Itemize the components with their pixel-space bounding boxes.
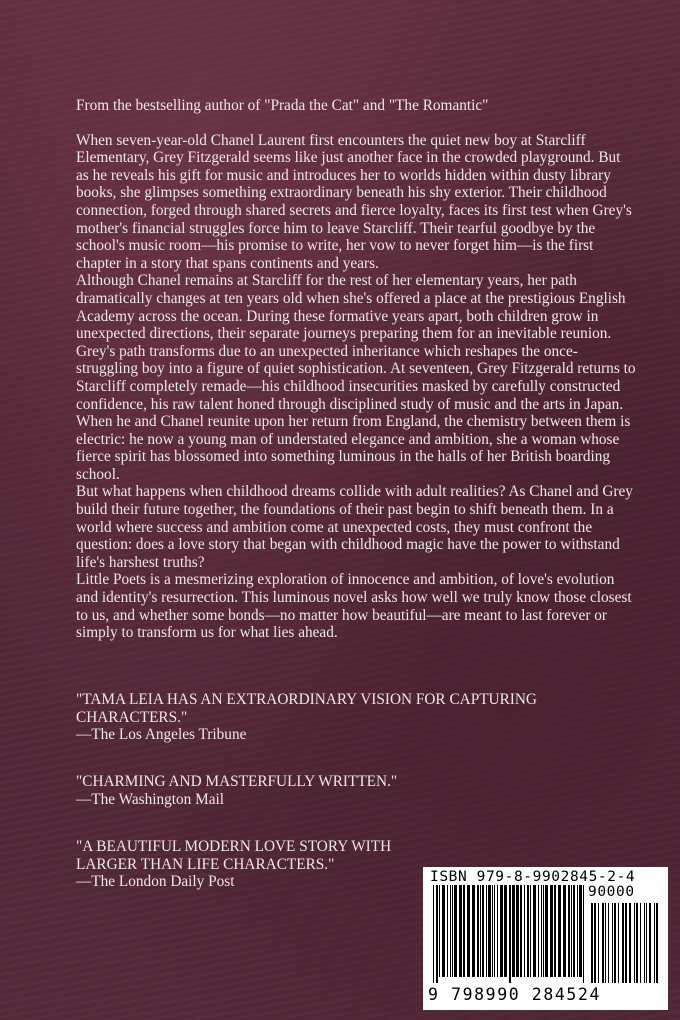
tagline: From the bestselling author of "Prada the Cat" and "The Romantic" <box>76 97 489 114</box>
barcode-bar <box>533 885 536 977</box>
barcode-addon-bar <box>640 903 641 983</box>
barcode-bar <box>554 885 556 977</box>
review-quote-text: "CHARMING AND MASTERFULLY WRITTEN." <box>76 773 398 790</box>
barcode-bar <box>512 885 515 977</box>
review-quote-3 <box>76 838 406 891</box>
barcode-bar <box>571 885 572 977</box>
review-quote-source: —The Los Angeles Tribune <box>76 726 247 744</box>
barcode-bar <box>488 885 491 977</box>
barcode-addon-bar <box>605 903 606 983</box>
synopsis-paragraph-5: Little Poets is a mesmerizing exploration of innocence and ambition, of love's evolution and identity's resurrection. This luminous novel asks how well we truly know those closest to us, and whether some bonds—no matter how beautiful—are meant to last forever or simply to transform us for what lies ahead. <box>76 571 632 642</box>
barcode-bar <box>472 885 475 977</box>
barcode-bar <box>538 885 539 977</box>
barcode-bar <box>482 885 484 977</box>
barcode-bar <box>583 885 584 983</box>
barcode-bar <box>545 885 548 977</box>
review-quote-source: —The London Daily Post <box>76 873 235 891</box>
review-quote-2 <box>76 773 636 808</box>
barcode-addon-bar <box>654 903 655 983</box>
barcode-addon-bar <box>629 903 631 983</box>
barcode-bar <box>452 885 453 977</box>
barcode-bar <box>577 885 578 977</box>
barcode-addon-bar <box>612 903 613 983</box>
barcode-bar <box>530 885 531 977</box>
barcode-bar <box>497 885 498 977</box>
barcode-bar <box>439 885 440 977</box>
barcode-addon-bar <box>646 903 647 983</box>
barcode-bar <box>543 885 544 977</box>
barcode-addon-bar <box>636 903 638 983</box>
barcode-bar <box>524 885 525 977</box>
barcode-digits: 9 798990 284524 <box>428 985 602 1004</box>
back-cover-text <box>76 97 636 642</box>
barcode-addon-bar <box>591 903 593 983</box>
barcode-bar <box>480 885 481 977</box>
barcode-bar <box>563 885 566 977</box>
synopsis-paragraph-2: Although Chanel remains at Starcliff for the rest of her elementary years, her path dramatically changes at ten years old when she's offered a place at the prestigious English Academy across the ocean. During these formative years apart, both children grow in unexpected directions, their separate journeys preparing them for an inevitable reunion. <box>76 272 626 343</box>
barcode-bar <box>568 885 570 977</box>
barcode-addon-bar <box>622 903 624 983</box>
isbn-label: ISBN 979-8-9902845-2-4 <box>430 869 636 885</box>
barcode-bar <box>454 885 457 977</box>
barcode-bar <box>450 885 451 977</box>
barcode-bar <box>463 885 465 977</box>
barcode-addon-bar <box>608 903 609 983</box>
barcode-bar <box>447 885 448 977</box>
barcode-bar <box>494 885 495 977</box>
barcode-addon-bar <box>618 903 619 983</box>
barcode-bar <box>516 885 519 977</box>
barcode-bar <box>477 885 479 977</box>
barcode-addon-bar <box>594 903 596 983</box>
barcode-bar <box>492 885 493 977</box>
barcode-bar <box>520 885 522 977</box>
review-quote-text: "TAMA LEIA HAS AN EXTRAORDINARY VISION FOR CAPTURING CHARACTERS." <box>76 691 537 726</box>
barcode-addon-bar <box>598 903 599 983</box>
review-quote-text: "A BEAUTIFUL MODERN LOVE STORY WITH LARGER THAN LIFE CHARACTERS." <box>76 838 392 873</box>
barcode-bar <box>541 885 542 977</box>
barcode-addon-bar <box>602 903 604 983</box>
barcode-addon-bar <box>614 903 616 983</box>
barcode-addon-bar <box>656 903 658 983</box>
review-quote-1 <box>76 691 636 744</box>
barcode-bar <box>500 885 503 977</box>
barcode-bar <box>433 885 434 983</box>
barcode-bar <box>486 885 487 977</box>
synopsis-paragraph-4: But what happens when childhood dreams collide with adult realities? As Chanel and Grey build their future together, the foundations of their past begin to shift beneath them. In a world where success and ambition come at unexpected costs, they must confront the question: does a love story that began with childhood magic have the power to withstand life's harshest truths? <box>76 483 633 571</box>
barcode-addon-bar <box>625 903 627 983</box>
barcode-addon-bar <box>649 903 651 983</box>
barcode-addon-number: 90000 <box>588 884 635 900</box>
barcode-addon-bar <box>644 903 645 983</box>
barcode-bar <box>467 885 470 977</box>
barcode-bar <box>558 885 561 977</box>
synopsis-paragraph-3: Grey's path transforms due to an unexpected inheritance which reshapes the once-struggling boy into a figure of quiet sophistication. At seventeen, Grey Fitzgerald returns to Starcliff completely remade—his childhood insecurities masked by carefully constructed confidence, his raw talent honed through disciplined study of music and the arts in Japan. When he and Chanel reunite upon her return from England, the chemistry between them is electric: he now a young man of understated elegance and ambition, she a woman whose fierce spirit has blossomed into something luminous in the halls of her British boarding school. <box>76 342 636 483</box>
barcode-bar <box>527 885 529 977</box>
barcode-bar <box>459 885 462 977</box>
barcode-bar <box>442 885 445 977</box>
barcode-bar <box>509 885 511 983</box>
barcode-bar <box>579 885 582 977</box>
barcode-addon-bar <box>634 903 635 983</box>
isbn-barcode <box>423 867 668 1010</box>
synopsis-paragraph-1: When seven-year-old Chanel Laurent first encounters the quiet new boy at Starcliff Elementary, Grey Fitzgerald seems like just another face in the crowded playground. But as he reveals his gift for music and introduces her to worlds hidden within dusty library books, she glimpses something extraordinary beneath his shy exterior. Their childhood connection, forged through shared secrets and fierce loyalty, faces its first test when Grey's mother's financial struggles force him to leave Starcliff. Their tearful goodbye by the school's music room—his promise to write, her vow to never forget him—is the first chapter in a story that spans continents and years. <box>76 131 632 272</box>
barcode-bar <box>550 885 553 977</box>
barcode-bar <box>504 885 507 977</box>
barcode-bars <box>427 885 663 985</box>
barcode-bar <box>573 885 575 977</box>
barcode-bar <box>436 885 438 983</box>
review-quote-source: —The Washington Mail <box>76 790 225 808</box>
